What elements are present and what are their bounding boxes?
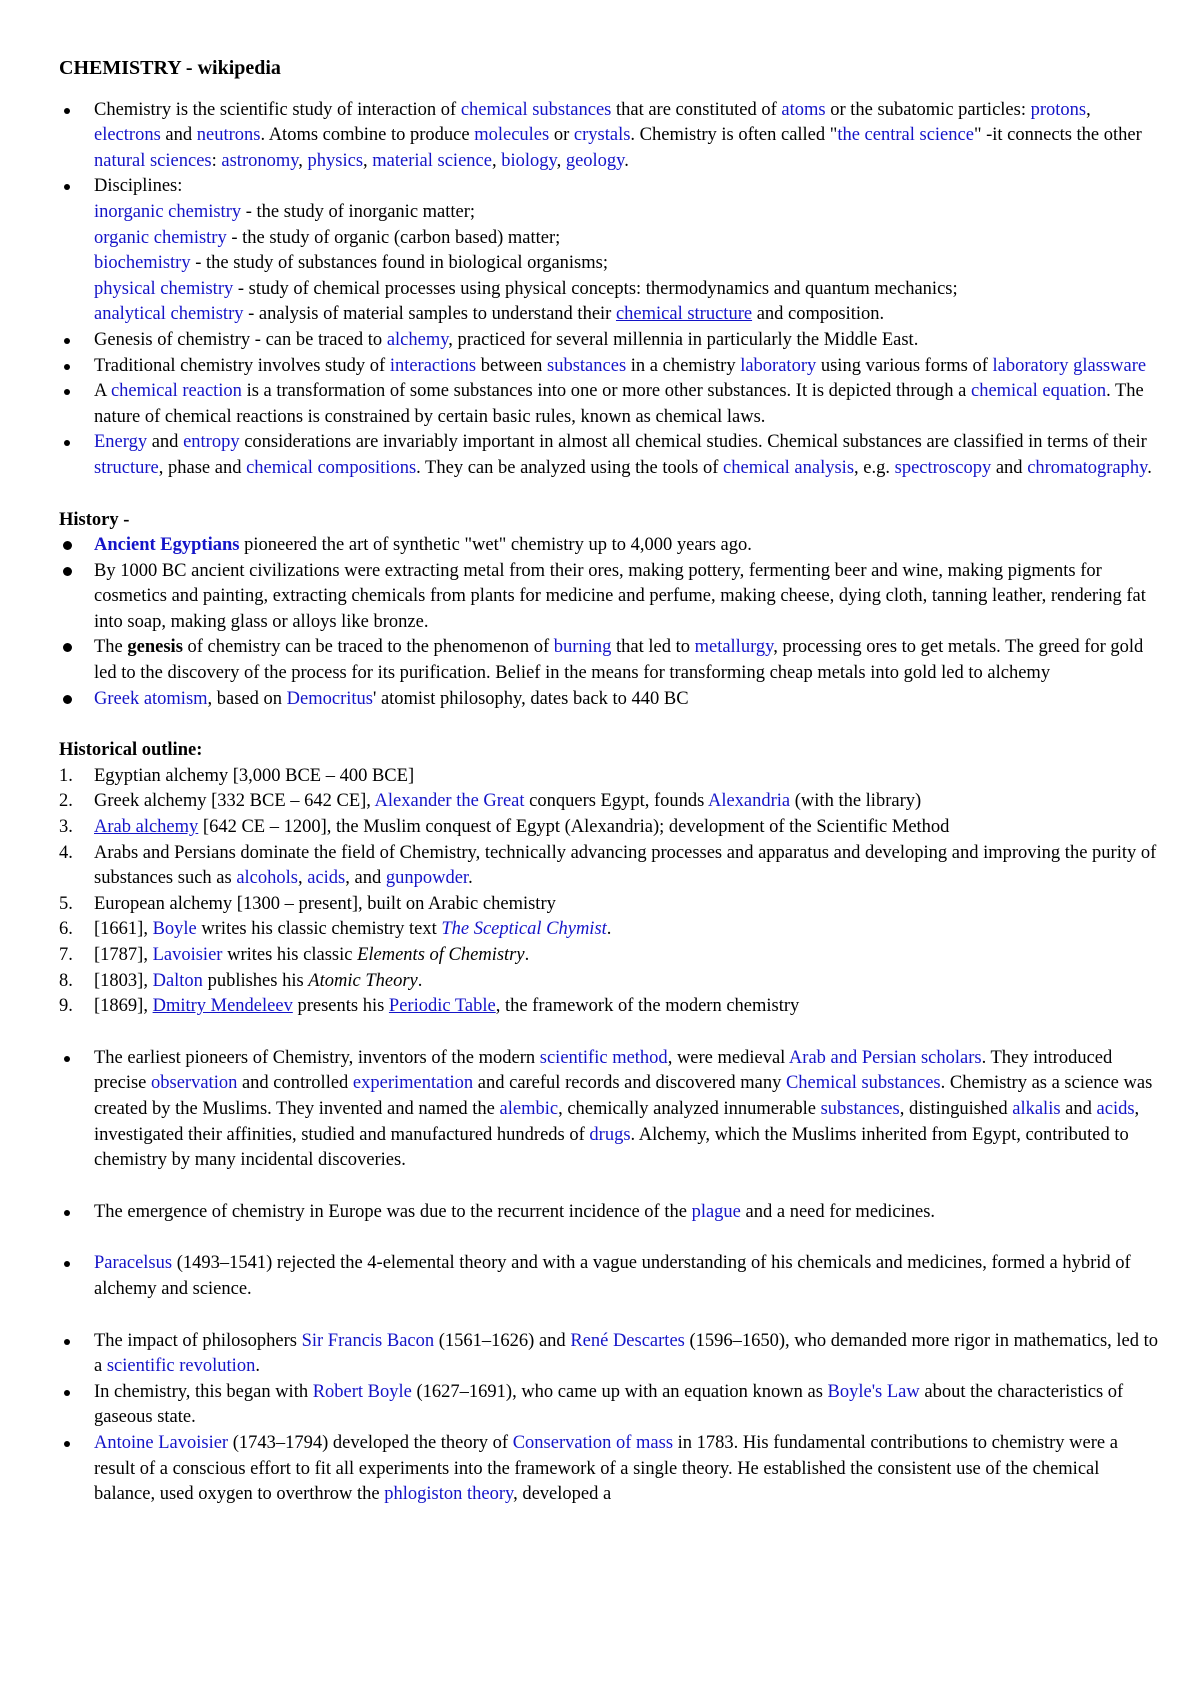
link-acids[interactable]: acids [307,868,346,889]
link-gunpowder[interactable]: gunpowder [385,868,469,889]
link-natural-sciences[interactable]: natural sciences [94,150,212,171]
text-run: and [1060,1098,1097,1119]
link-chemical-reaction[interactable]: chemical reaction [110,381,242,402]
text-run: that led to [611,637,695,658]
text-run: . [1147,457,1152,478]
spacer [59,1303,1159,1329]
text-run: [1869], [94,996,153,1017]
text-run: , distinguished [899,1098,1013,1119]
list-item [59,430,1159,481]
pioneers-bullet-list [59,1046,1159,1174]
text-run: . Chemistry is often called " [630,125,838,146]
text-run: , the framework of the modern chemistry [495,996,800,1017]
text-run: or [549,125,574,146]
text-run: (1493–1541) rejected the 4-elemental theory and with a vague understanding of his chemicals and medicines, formed a hybrid of alchemy and science. [94,1253,1131,1299]
link-neutrons[interactable]: neutrons [196,125,261,146]
text-run: and [160,125,197,146]
revolution-bullet-list [59,1329,1159,1508]
link-paracelsus[interactable]: Paracelsus [94,1253,173,1274]
text-run: , were medieval [667,1047,789,1068]
text-run: or the subatomic particles: [825,99,1031,120]
link-chemical-substances[interactable]: chemical substances [460,99,612,120]
link-the-sceptical-chymist[interactable]: The Sceptical Chymist [441,919,607,940]
text-run: , developed a [513,1484,612,1505]
spacer [59,1174,1159,1200]
text-run: , phase and [158,457,247,478]
text-run: about the characteristics of gaseous state. [94,1381,1124,1428]
link-alkalis[interactable]: alkalis [1012,1098,1061,1119]
paracelsus-bullet-list [59,1251,1159,1302]
text-run: , [363,150,373,171]
link-physics[interactable]: physics [307,150,364,171]
link-experimentation[interactable]: experimentation [352,1073,474,1094]
text-run: . [524,945,530,965]
text-run: . [606,919,612,940]
list-item [59,328,1159,354]
text-run: using various forms of [816,355,993,376]
text-run: , [298,150,308,171]
europe-bullet-list [59,1200,1159,1226]
text-run: and composition. [752,304,885,325]
text-run: Genesis of chemistry - can be traced to [94,329,387,350]
outline-item [59,917,1159,943]
link-alchemy[interactable]: alchemy [386,329,449,350]
text-run: in 1783. His fundamental contributions to chemistry were a result of a conscious effort to fit all experiments into the framework of a single theory. He established the consistent use of the chemical balance, used oxygen to overthrow the [94,1432,1118,1505]
text-run: , practiced for several millennia in particularly the Middle East. [448,329,919,350]
text-run: presents his [292,996,389,1017]
text-run: and careful records and discovered many [473,1073,786,1094]
item-number: 1. [59,765,73,786]
link-ancient-egyptians[interactable]: Ancient Egyptians [94,535,240,556]
text-run: - the study of substances found in biological organisms; [190,253,608,274]
outline-heading: Historical outline: [59,740,203,761]
text-run: The [94,637,128,658]
outline-item [59,841,1159,892]
text-run: . Alchemy, which the Muslims inherited from Egypt, contributed to chemistry by many incidental discoveries. [94,1124,1129,1171]
text-run: (1743–1794) developed the theory of [228,1432,513,1453]
link-conservation-of-mass[interactable]: Conservation of mass [512,1432,674,1453]
document [59,56,1159,1508]
text-run: ' atomist philosophy, dates back to 440 BC [372,688,689,709]
text-run: publishes his [202,970,309,991]
link-robert-boyle[interactable]: Robert Boyle [312,1381,412,1402]
list-item [59,1046,1159,1174]
text-run: In chemistry, this began with [94,1381,313,1402]
item-number: 7. [59,945,73,965]
link-burning[interactable]: burning [553,637,612,658]
outline-item [59,943,1159,969]
link-lavoisier[interactable]: Lavoisier [152,945,223,965]
list-item [59,559,1159,636]
text-run: and controlled [237,1073,353,1094]
text-run: Arabs and Persians dominate the field of Chemistry, technically advancing processes and apparatus and developing and improving the purity of substances such as [94,842,1157,889]
item-number: 6. [59,919,73,940]
text-run: , [556,150,566,171]
item-number: 2. [59,791,73,812]
spacer [59,712,1159,738]
text-run: conquers Egypt, founds [524,791,708,812]
text-run: Chemistry is the scientific study of interaction of [94,99,461,120]
outline-item [59,764,1159,790]
italic-title: Elements of Chemistry [357,945,525,965]
text-run: The emergence of chemistry in Europe was due to the recurrent incidence of the [94,1201,692,1222]
spacer [59,1020,1159,1046]
text-run: pioneered the art of synthetic "wet" chemistry up to 4,000 years ago. [239,535,752,556]
text-run: is a transformation of some substances into one or more other substances. It is depicted through a [241,381,971,402]
link-biology[interactable]: biology [501,150,557,171]
intro-bullet-list [59,98,1159,482]
text-run: [1803], [94,970,153,991]
link-crystals[interactable]: crystals [573,125,631,146]
text-run: , processing ores to get metals. The greed for gold led to the discovery of the process for its purification. Belief in the means for transforming cheap metals into gold led to alchemy [94,637,1144,684]
link-drugs[interactable]: drugs [589,1124,631,1145]
text-run: Disciplines: [94,176,183,197]
text-run: . [624,150,629,171]
link-scientific-method[interactable]: scientific method [539,1047,668,1068]
item-number: 5. [59,893,73,914]
link-chromatography[interactable]: chromatography [1027,457,1148,478]
item-number: 3. [59,817,73,838]
link-observation[interactable]: observation [151,1073,238,1094]
link-chemical-analysis[interactable]: chemical analysis [723,457,855,478]
link-arab-alchemy[interactable]: Arab alchemy [94,817,199,838]
text-run: European alchemy [1300 – present], built on Arabic chemistry [94,893,556,914]
text-run: between [476,355,548,376]
text-run: that are constituted of [611,99,782,120]
link-ren-descartes[interactable]: René Descartes [570,1330,685,1351]
text-run: - analysis of material samples to understand their [243,304,616,325]
outline-item [59,815,1159,841]
link-energy[interactable]: Energy [94,432,148,453]
link-geology[interactable]: geology [565,150,625,171]
list-item [59,354,1159,380]
text-run: . They introduced precise [94,1047,1113,1094]
list-item [59,98,1159,175]
outline-item [59,892,1159,918]
link-chemical-compositions[interactable]: chemical compositions [246,457,417,478]
text-run: , based on [207,688,287,709]
text-run: . The nature of chemical reactions is constrained by certain basic rules, known as chemical laws. [94,381,1144,427]
list-item [59,687,1159,713]
link-inorganic-chemistry[interactable]: inorganic chemistry [94,201,242,222]
outline-item [59,789,1159,815]
list-item [59,1380,1159,1431]
text-run: Greek alchemy [332 BCE – 642 CE], [94,791,375,812]
link-physical-chemistry[interactable]: physical chemistry [94,278,234,299]
text-run: A [94,381,111,402]
link-democritus[interactable]: Democritus [286,688,373,709]
list-item [59,174,1159,328]
text-run: By 1000 BC ancient civilizations were extracting metal from their ores, making pottery, fermenting beer and wine, making pigments for cosmetics and painting, extracting chemicals from plants for medicine and perfume, making cheese, dying cloth, tanning leather, rendering fat into soap, making glass or alloys like bronze. [94,560,1146,632]
text-run: " -it connects the other [973,125,1142,146]
link-phlogiston-theory[interactable]: phlogiston theory [384,1484,514,1505]
link-entropy[interactable]: entropy [183,432,240,453]
spacer [59,1225,1159,1251]
italic-title: Atomic Theory [308,970,418,991]
link-alcohols[interactable]: alcohols [236,868,298,889]
link-dalton[interactable]: Dalton [152,970,203,991]
text-run: - study of chemical processes using physical concepts: thermodynamics and quantum mechanics; [233,278,958,299]
link-molecules[interactable]: molecules [474,125,550,146]
link-antoine-lavoisier[interactable]: Antoine Lavoisier [94,1432,229,1453]
text-run: [1787], [94,945,153,965]
link-laboratory[interactable]: laboratory [740,355,817,376]
text-run: (1561–1626) and [434,1330,571,1351]
outline-numbered-list [59,764,1159,1020]
link-spectroscopy[interactable]: spectroscopy [894,457,992,478]
item-number: 4. [59,842,73,863]
link-biochemistry[interactable]: biochemistry [94,253,191,274]
link-acids[interactable]: acids [1096,1098,1135,1119]
link-astronomy[interactable]: astronomy [221,150,299,171]
list-item [59,635,1159,686]
text-run: . [468,868,473,889]
text-run: , and [345,868,386,889]
link-protons[interactable]: protons [1030,99,1087,120]
link-substances[interactable]: substances [820,1098,900,1119]
text-run: Traditional chemistry involves study of [94,355,390,376]
text-run: in a chemistry [626,355,741,376]
history-bullet-list [59,533,1159,712]
text-run: : [211,150,222,171]
text-run: [642 CE – 1200], the Muslim conquest of Egypt (Alexandria); development of the Scientific Method [198,817,950,838]
link-alexander-the-great[interactable]: Alexander the Great [374,791,525,812]
item-number: 9. [59,996,73,1017]
text-run: The impact of philosophers [94,1330,302,1351]
link-chemical-substances[interactable]: Chemical substances [785,1073,941,1094]
outline-item [59,969,1159,995]
list-item [59,1431,1159,1508]
link-atoms[interactable]: atoms [781,99,826,120]
link-electrons[interactable]: electrons [94,125,161,146]
list-item [59,1329,1159,1380]
text-run: , investigated their affinities, studied and manufactured hundreds of [94,1098,1140,1145]
link-chemical-equation[interactable]: chemical equation [970,381,1107,402]
link-boyle-s-law[interactable]: Boyle's Law [827,1381,920,1402]
text-run: (1627–1691), who came up with an equation known as [411,1381,828,1402]
text-run: , [297,868,308,889]
text-run: writes his classic chemistry text [196,919,442,940]
text-run: - the study of organic (carbon based) matter; [226,227,561,248]
history-heading: History - [59,509,130,530]
text-run: , [1086,99,1091,120]
text-run: . They can be analyzed using the tools of [416,457,724,478]
link-substances[interactable]: substances [547,355,627,376]
link-chemical-structure[interactable]: chemical structure [615,304,753,325]
text-run: . Chemistry as a science was created by the Muslims. They invented and named the [94,1073,1153,1119]
link-organic-chemistry[interactable]: organic chemistry [94,227,227,248]
link-material-science[interactable]: material science [372,150,492,171]
text-run: writes his classic [222,945,358,965]
link-boyle[interactable]: Boyle [152,919,197,940]
text-run: - the study of inorganic matter; [241,201,476,222]
text-run: , chemically analyzed innumerable [558,1098,821,1119]
link-analytical-chemistry[interactable]: analytical chemistry [94,304,244,325]
text-run: . [417,970,423,991]
spacer [59,482,1159,508]
text-run: [1661], [94,919,153,940]
link-laboratory-glassware[interactable]: laboratory glassware [992,355,1147,376]
text-run: The earliest pioneers of Chemistry, inventors of the modern [94,1047,540,1068]
link-dmitry-mendeleev[interactable]: Dmitry Mendeleev [152,996,293,1017]
link-structure[interactable]: structure [94,457,159,478]
link-greek-atomism[interactable]: Greek atomism [94,688,208,709]
text-run: , e.g. [854,457,895,478]
text-run: (with the library) [790,791,922,812]
link-periodic-table[interactable]: Periodic Table [388,996,496,1017]
bold-text: genesis [127,637,183,658]
link-metallurgy[interactable]: metallurgy [694,637,774,658]
list-item [59,533,1159,559]
text-run: of chemistry can be traced to the phenomenon of [182,637,554,658]
link-arab-and-persian-scholars[interactable]: Arab and Persian scholars [788,1047,982,1068]
link-the-central-science[interactable]: the central science [837,125,974,146]
text-run: considerations are invariably important in almost all chemical studies. Chemical substances are classified in terms of their [239,432,1147,453]
text-run: and [147,432,184,453]
outline-item [59,994,1159,1020]
text-run: (1596–1650), who demanded more rigor in mathematics, led to a [94,1330,1159,1377]
link-plague[interactable]: plague [691,1201,741,1222]
text-run: Egyptian alchemy [3,000 BCE – 400 BCE] [94,765,415,786]
link-sir-francis-bacon[interactable]: Sir Francis Bacon [301,1330,435,1351]
link-scientific-revolution[interactable]: scientific revolution [106,1356,256,1377]
link-interactions[interactable]: interactions [389,355,477,376]
list-item [59,379,1159,430]
text-run: . [255,1356,260,1377]
text-run: . Atoms combine to produce [260,125,475,146]
list-item [59,1251,1159,1302]
item-number: 8. [59,970,73,991]
text-run: and [991,457,1028,478]
link-alembic[interactable]: alembic [499,1098,559,1119]
document-title: CHEMISTRY - wikipedia [59,57,281,79]
text-run: , [491,150,502,171]
list-item [59,1200,1159,1226]
text-run: and a need for medicines. [740,1201,936,1222]
link-alexandria[interactable]: Alexandria [707,791,791,812]
